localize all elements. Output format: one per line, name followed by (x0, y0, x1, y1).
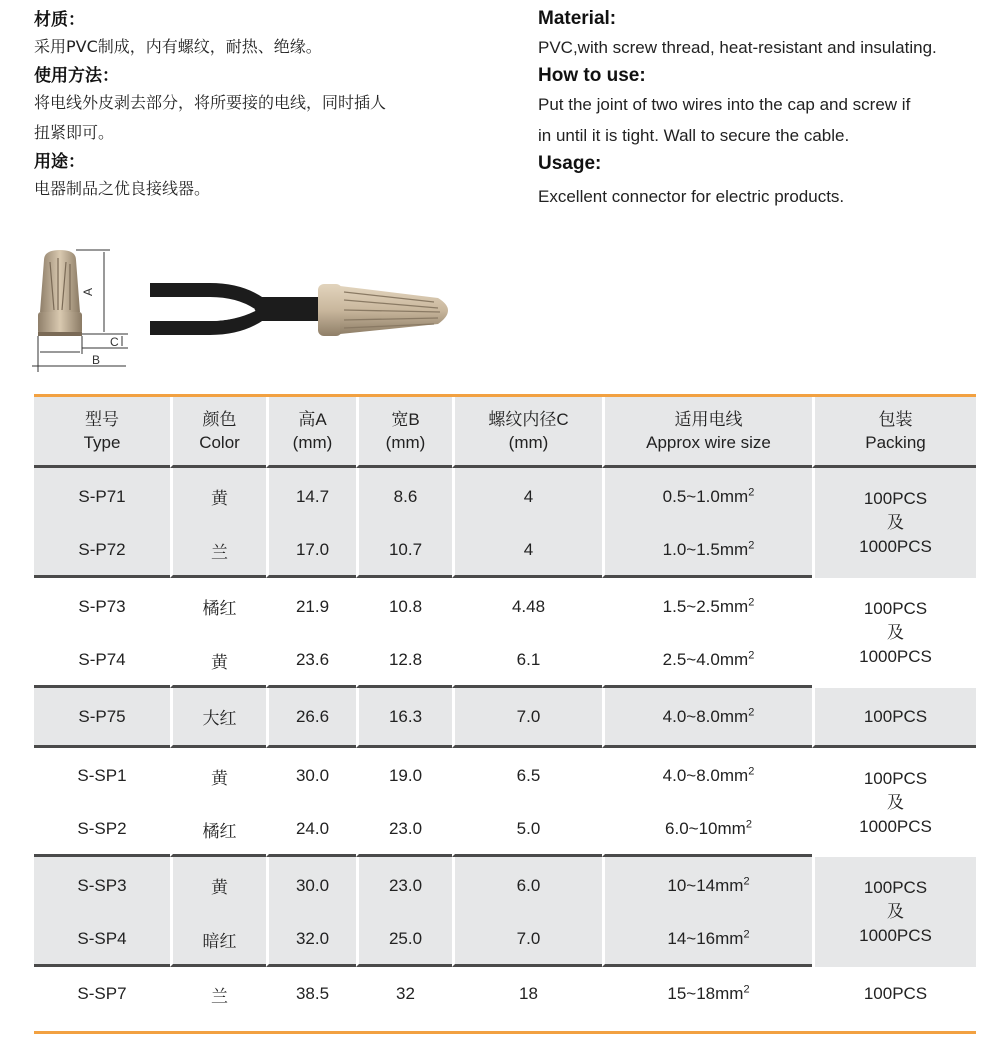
header-type (34, 397, 170, 468)
cell-width-b: 23.0 (356, 804, 452, 857)
wire-size-value: 2.5~4.0mm (662, 650, 749, 669)
cell-thread-c: 6.0 (452, 857, 602, 914)
wire-size-unit-sup: 2 (743, 928, 750, 941)
header-type-cn: 型号 (85, 410, 119, 429)
spec-table (34, 397, 976, 1021)
cell-type: S-SP3 (34, 857, 170, 914)
packing-line2: 及 (887, 623, 904, 642)
material-text-cn: 采用PVC制成，内有螺纹，耐热、绝缘。 (34, 37, 322, 56)
cell-color: 橘红 (170, 804, 266, 857)
packing-line1: 100PCS (863, 768, 928, 788)
wire-size-value: 6.0~10mm (665, 819, 746, 838)
cell-color: 黄 (170, 748, 266, 804)
table-group (34, 748, 976, 857)
howto-text-en-line1: Put the joint of two wires into the cap and screw if (538, 95, 911, 114)
wire-size-unit-sup: 2 (743, 874, 750, 887)
intro-chinese (34, 6, 504, 204)
cell-packing (812, 967, 976, 1021)
cell-type: S-SP1 (34, 748, 170, 804)
header-packing (812, 397, 976, 468)
cell-width-b: 23.0 (356, 857, 452, 914)
wire-size-unit-sup: 2 (743, 983, 750, 996)
cell-height-a: 23.6 (266, 635, 356, 688)
cell-thread-c: 4 (452, 468, 602, 525)
table-row (34, 688, 976, 748)
cell-packing (812, 748, 976, 857)
cell-thread-c: 4.48 (452, 578, 602, 635)
cell-width-b: 19.0 (356, 748, 452, 804)
cell-thread-c: 5.0 (452, 804, 602, 857)
cell-height-a: 24.0 (266, 804, 356, 857)
cell-height-a: 38.5 (266, 967, 356, 1021)
table-row (34, 748, 976, 804)
cell-color: 暗红 (170, 914, 266, 967)
cell-wire-size (602, 914, 812, 967)
usage-text-en: Excellent connector for electric products. (538, 187, 845, 206)
howto-heading-en: How to use: (538, 65, 646, 86)
packing-line1: 100PCS (863, 599, 928, 618)
header-color-en: Color (199, 433, 240, 452)
packing-line3: 1000PCS (859, 926, 932, 945)
header-thread-unit: (mm) (508, 433, 549, 452)
cell-thread-c: 7.0 (452, 688, 602, 748)
packing-line1: 100PCS (863, 489, 928, 508)
header-wire-size (602, 397, 812, 468)
wire-size-unit-sup: 2 (748, 649, 755, 662)
table-header (34, 397, 976, 468)
cell-width-b: 16.3 (356, 688, 452, 748)
packing-line1: 100PCS (863, 706, 928, 726)
cell-wire-size (602, 748, 812, 804)
material-heading-en: Material: (538, 8, 617, 29)
cell-type: S-P74 (34, 635, 170, 688)
cell-width-b: 10.7 (356, 525, 452, 578)
cell-height-a: 17.0 (266, 525, 356, 578)
header-thread-c (452, 397, 602, 468)
cell-type: S-P75 (34, 688, 170, 748)
cell-color: 黄 (170, 468, 266, 525)
dim-label-b: B (92, 353, 101, 367)
howto-text-en-line2: in until it is tight. Wall to secure the cable. (538, 126, 850, 145)
connector-diagram (30, 240, 470, 375)
packing-line1: 100PCS (863, 984, 928, 1003)
cell-color: 兰 (170, 525, 266, 578)
wire-size-value: 1.5~2.5mm (662, 596, 749, 616)
table-group (34, 688, 976, 748)
packing-line2: 及 (887, 513, 904, 532)
table-group (34, 578, 976, 688)
cell-width-b: 25.0 (356, 914, 452, 967)
cell-type: S-P73 (34, 578, 170, 635)
header-color (170, 397, 266, 468)
cell-packing (812, 857, 976, 967)
header-height-cn: 高A (298, 410, 327, 429)
packing-line3: 1000PCS (859, 647, 932, 666)
wires (146, 290, 320, 328)
cell-color: 大红 (170, 688, 266, 748)
packing-line2: 及 (887, 792, 904, 812)
header-type-en: Type (83, 433, 121, 452)
wire-size-value: 1.0~1.5mm (662, 540, 749, 559)
cell-wire-size (602, 967, 812, 1021)
header-color-cn: 颜色 (202, 410, 237, 429)
wire-size-value: 14~16mm (667, 929, 744, 948)
table-row (34, 468, 976, 525)
usage-heading-en: Usage: (538, 153, 602, 174)
wire-size-value: 10~14mm (667, 875, 744, 895)
table-row (34, 578, 976, 635)
wire-size-unit-sup: 2 (748, 539, 755, 552)
cell-thread-c: 6.1 (452, 635, 602, 688)
intro-english (538, 6, 988, 212)
cap-side-view (318, 284, 448, 336)
howto-text-cn-line2: 扭紧即可。 (34, 123, 115, 142)
packing-line1: 100PCS (863, 878, 928, 897)
wire-size-value: 4.0~8.0mm (662, 706, 749, 726)
cell-height-a: 14.7 (266, 468, 356, 525)
table-group (34, 468, 976, 578)
cell-wire-size (602, 804, 812, 857)
cell-width-b: 10.8 (356, 578, 452, 635)
cell-height-a: 32.0 (266, 914, 356, 967)
cell-type: S-SP2 (34, 804, 170, 857)
cell-wire-size (602, 468, 812, 525)
header-packing-en: Packing (865, 433, 926, 452)
cell-packing (812, 688, 976, 748)
cell-height-a: 26.6 (266, 688, 356, 748)
cell-type: S-SP4 (34, 914, 170, 967)
cell-width-b: 32 (356, 967, 452, 1021)
howto-text-cn-line1: 将电线外皮剥去部分，将所要接的电线，同时插人 (34, 93, 387, 112)
cell-width-b: 8.6 (356, 468, 452, 525)
cell-wire-size (602, 688, 812, 748)
wire-size-value: 15~18mm (667, 984, 744, 1003)
header-height-a (266, 397, 356, 468)
packing-line3: 1000PCS (859, 816, 932, 836)
cell-wire-size (602, 578, 812, 635)
cell-thread-c: 18 (452, 967, 602, 1021)
wire-size-unit-sup: 2 (748, 595, 755, 608)
header-packing-cn: 包装 (878, 410, 913, 429)
packing-line2: 及 (887, 902, 904, 921)
cell-type: S-P71 (34, 468, 170, 525)
cell-thread-c: 6.5 (452, 748, 602, 804)
header-wire-en: Approx wire size (646, 433, 771, 452)
cell-thread-c: 7.0 (452, 914, 602, 967)
header-width-b (356, 397, 452, 468)
wire-size-unit-sup: 2 (748, 765, 755, 778)
connector-illustration (30, 240, 470, 375)
cell-height-a: 30.0 (266, 748, 356, 804)
wire-size-unit-sup: 2 (745, 818, 752, 831)
cell-packing (812, 578, 976, 688)
usage-text-cn: 电器制品之优良接线器。 (34, 179, 211, 198)
cap-front-view (38, 250, 82, 336)
dim-label-c: C (110, 335, 119, 349)
usage-heading-cn: 用途： (34, 152, 85, 172)
header-width-cn: 宽B (391, 410, 420, 429)
cell-wire-size (602, 635, 812, 688)
wire-size-value: 0.5~1.0mm (662, 486, 749, 506)
wire-size-value: 4.0~8.0mm (662, 766, 749, 785)
cell-color: 橘红 (170, 578, 266, 635)
cell-type: S-SP7 (34, 967, 170, 1021)
cell-color: 黄 (170, 857, 266, 914)
cell-height-a: 30.0 (266, 857, 356, 914)
wire-size-unit-sup: 2 (748, 485, 755, 498)
material-text-en: PVC,with screw thread, heat-resistant and insulating. (538, 38, 937, 57)
cell-packing (812, 468, 976, 578)
howto-heading-cn: 使用方法： (34, 66, 119, 86)
cell-height-a: 21.9 (266, 578, 356, 635)
material-heading-cn: 材质： (34, 10, 85, 30)
table-row (34, 857, 976, 914)
header-height-unit: (mm) (292, 433, 333, 452)
table-bottom-accent-line (34, 1031, 976, 1034)
header-wire-cn: 适用电线 (674, 410, 743, 429)
cell-wire-size (602, 857, 812, 914)
cell-wire-size (602, 525, 812, 578)
cell-type: S-P72 (34, 525, 170, 578)
dim-label-a: A (81, 287, 95, 296)
cell-color: 兰 (170, 967, 266, 1021)
header-thread-cn: 螺纹内径C (488, 410, 569, 429)
table-group (34, 967, 976, 1021)
header-width-unit: (mm) (385, 433, 426, 452)
cell-width-b: 12.8 (356, 635, 452, 688)
wire-size-unit-sup: 2 (748, 705, 755, 718)
cell-thread-c: 4 (452, 525, 602, 578)
spec-table-wrapper (34, 394, 976, 1021)
packing-line3: 1000PCS (859, 537, 932, 556)
table-group (34, 857, 976, 967)
table-row (34, 967, 976, 1021)
cell-color: 黄 (170, 635, 266, 688)
